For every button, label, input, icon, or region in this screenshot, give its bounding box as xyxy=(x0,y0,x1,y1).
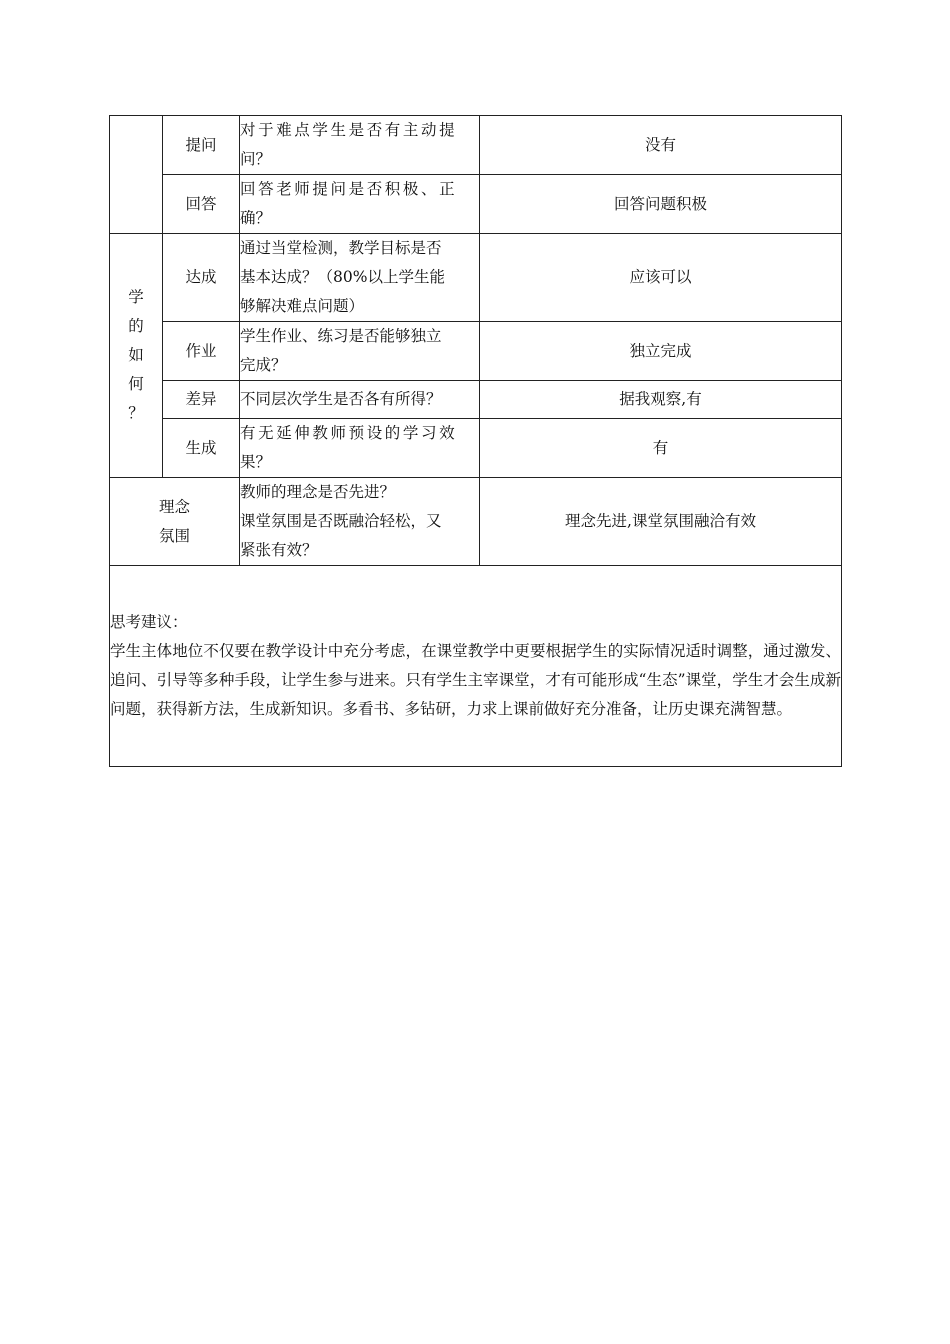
table-row xyxy=(110,175,842,234)
table-row xyxy=(110,322,842,381)
question-cell xyxy=(240,381,480,419)
question-line: 问？ xyxy=(240,150,272,168)
section-label-char: 何 xyxy=(128,375,144,393)
answer-cell: 理念先进,课堂氛围融洽有效 xyxy=(480,478,842,566)
question-cell xyxy=(240,419,480,478)
question-cell xyxy=(240,234,480,322)
table-row xyxy=(110,234,842,322)
answer-cell: 没有 xyxy=(480,116,842,175)
table-row xyxy=(110,419,842,478)
question-line: 对于难点学生是否有主动提 xyxy=(240,121,458,139)
question-line: 确？ xyxy=(240,209,272,227)
notes-title: 思考建议： xyxy=(110,613,188,631)
section-label-learning xyxy=(110,234,163,478)
notes-cell xyxy=(110,566,842,767)
table-row xyxy=(110,381,842,419)
question-line: 通过当堂检测，教学目标是否 xyxy=(240,239,442,257)
question-line: 学生作业、练习是否能够独立 xyxy=(240,327,442,345)
concept-label-line: 氛围 xyxy=(158,526,190,545)
question-line: 紧张有效？ xyxy=(240,541,318,559)
table-row xyxy=(110,478,842,566)
answer-cell: 据我观察,有 xyxy=(480,381,842,419)
question-line: 够解决难点问题） xyxy=(240,297,365,315)
concept-label xyxy=(110,478,240,566)
item-label: 作业 xyxy=(163,322,240,381)
answer-cell: 回答问题积极 xyxy=(480,175,842,234)
evaluation-table xyxy=(109,115,842,767)
question-line: 不同层次学生是否各有所得？ xyxy=(240,390,442,408)
section-label-char: 的 xyxy=(128,317,144,335)
question-line: 教师的理念是否先进？ xyxy=(240,483,396,501)
section-label-char: 学 xyxy=(128,288,144,306)
item-label: 回答 xyxy=(163,175,240,234)
item-label: 提问 xyxy=(163,116,240,175)
section-label-char: ？ xyxy=(128,404,144,422)
item-label: 达成 xyxy=(163,234,240,322)
question-line: 回答老师提问是否积极、正 xyxy=(240,180,458,198)
notes-body: 学生主体地位不仅要在教学设计中充分考虑，在课堂教学中更要根据学生的实际情况适时调整，通过激发、追问、引导等多种手段，让学生参与进来。只有学生主宰课堂，才有可能形成“生态”课堂，学生才会生成新问题，获得新方法，生成新知识。多看书、多钻研，力求上课前做好充分准备，让历史课充满智慧。 xyxy=(110,642,841,718)
notes-row xyxy=(110,566,842,767)
question-cell xyxy=(240,478,480,566)
section-label-char: 如 xyxy=(128,346,144,364)
answer-cell: 有 xyxy=(480,419,842,478)
item-label: 差异 xyxy=(163,381,240,419)
question-cell xyxy=(240,116,480,175)
question-cell xyxy=(240,175,480,234)
question-line: 果？ xyxy=(240,453,272,471)
answer-cell: 独立完成 xyxy=(480,322,842,381)
section-label-empty xyxy=(110,116,163,234)
question-line: 有无延伸教师预设的学习效 xyxy=(240,424,458,442)
question-line: 完成？ xyxy=(240,356,287,374)
answer-cell: 应该可以 xyxy=(480,234,842,322)
item-label: 生成 xyxy=(163,419,240,478)
concept-label-line: 理念 xyxy=(158,497,190,516)
question-cell xyxy=(240,322,480,381)
question-line: 课堂氛围是否既融洽轻松，又 xyxy=(240,512,442,530)
table-row xyxy=(110,116,842,175)
question-line: 基本达成？（80%以上学生能 xyxy=(240,268,445,286)
